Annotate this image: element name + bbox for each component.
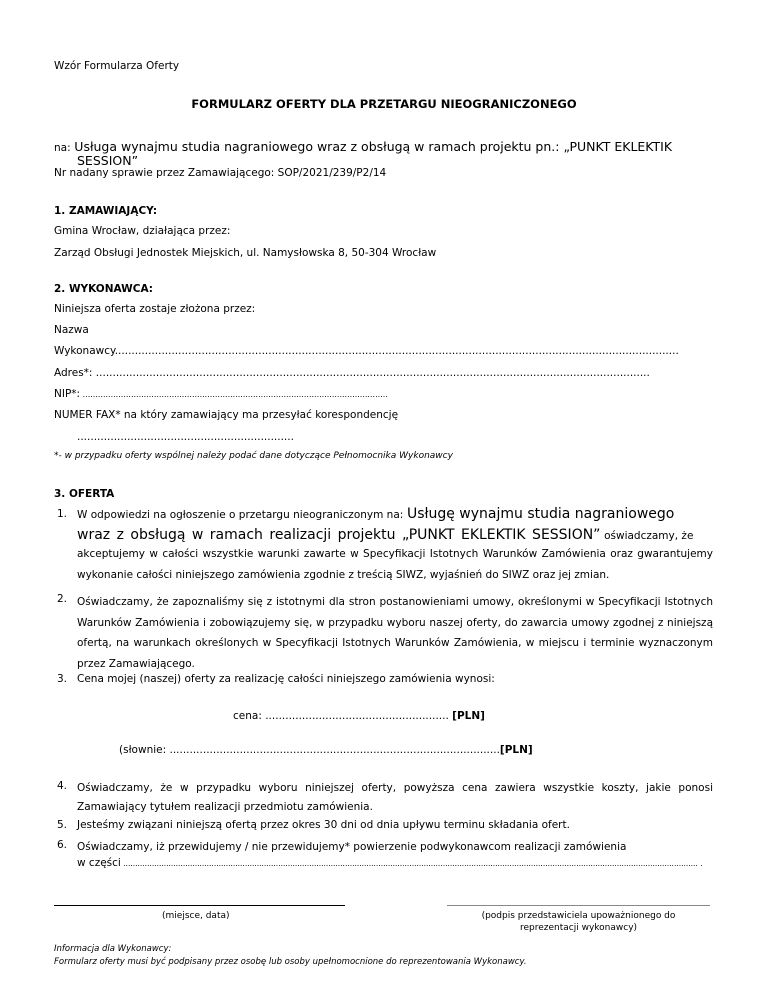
dotted-fill: ....................................................... <box>265 710 449 722</box>
case-number: Nr nadany sprawie przez Zamawiającego: SOP/2021/239/P2/14 <box>54 167 387 179</box>
item-1-declare: oświadczamy, że <box>604 530 694 542</box>
name-label: Nazwa <box>54 324 89 336</box>
item-3-body: Cena mojej (naszej) oferty za realizację całości niniejszego zamówienia wynosi: <box>77 673 495 685</box>
price-unit: [PLN] <box>452 710 485 722</box>
ordering-party-line-2: Zarząd Obsługi Jednostek Miejskich, ul. Namysłowska 8, 50-304 Wrocław <box>54 247 437 259</box>
subject-text-2: SESSION” <box>77 153 139 168</box>
dotted-fill: ........................................................................................................................ <box>80 390 388 399</box>
price-field[interactable] <box>233 710 485 722</box>
item-3-number: 3. <box>57 673 68 685</box>
item-1-subject-b: wraz z obsługą w ramach realizacji projektu „PUNKT EKLEKTIK SESSION” <box>77 527 601 543</box>
subject-text-1: Usługa wynajmu studia nagraniowego wraz z obsługą w ramach projektu pn.: „PUNKT EKLEKTIK <box>74 139 673 154</box>
section-2-heading: 2. WYKONAWCA: <box>54 283 153 295</box>
item-1-intro: W odpowiedzi na ogłoszenie o przetargu nieograniczonym na: <box>77 509 404 521</box>
nip-field[interactable] <box>54 388 388 400</box>
item-2-body: Oświadczamy, że zapoznaliśmy się z istotnymi dla stron postanowieniami umowy, określonymi w Specyfikacji Istotnych Warunków Zamówienia i zobowiązujemy się, w przypadku wyboru naszej oferty, do zawarcia umowy zgodnej z niniejszą ofertą, na warunkach określonych w Specyfikacji Istotnych Warunków Zamówienia, w miejscu i terminie wyznaczonym przez Zamawiającego. <box>77 596 713 670</box>
item-5-body: Jesteśmy związani niniejszą ofertą przez okres 30 dni od dnia upływu terminu składania ofert. <box>77 819 570 831</box>
item-6-part-label: w części <box>77 857 121 869</box>
representative-caption-2: reprezentacji wykonawcy) <box>519 923 638 933</box>
subject-line <box>54 139 672 154</box>
place-date-signature-line <box>54 905 345 906</box>
fax-label: NUMER FAX* na który zamawiający ma przesyłać korespondencję <box>54 409 399 421</box>
words-label: (słownie: <box>119 744 167 756</box>
item-1-second-line <box>77 527 713 543</box>
form-template-label: Wzór Formularza Oferty <box>54 60 180 72</box>
address-label: Adres*: <box>54 367 93 379</box>
dotted-fill: ......................................................................................................................................................................... <box>114 345 679 357</box>
nip-label: NIP*: <box>54 388 81 400</box>
item-1-number: 1. <box>57 508 68 520</box>
words-unit: [PLN] <box>499 744 533 756</box>
price-in-words-field[interactable] <box>119 744 533 756</box>
item-2-number: 2. <box>57 593 68 605</box>
item-6-body: Oświadczamy, iż przewidujemy / nie przewidujemy* powierzenie podwykonawcom realizacji zamówienia <box>77 841 627 853</box>
subject-prefix: na: <box>54 142 71 154</box>
contractor-intro: Niniejsza oferta zostaje złożona przez: <box>54 303 256 315</box>
contractor-footnote: *- w przypadku oferty wspólnej należy podać dane dotyczące Pełnomocnika Wykonawcy <box>54 451 453 461</box>
representative-caption-1: (podpis przedstawiciela upoważnionego do <box>481 911 676 921</box>
item-4-body: Oświadczamy, że w przypadku wyboru niniejszej oferty, powyższa cena zawiera wszystkie koszty, jakie ponosi Zamawiający tytułem realizacji przedmiotu zamówienia. <box>77 782 713 813</box>
subcontract-part-field[interactable] <box>77 857 713 869</box>
section-3-heading: 3. OFERTA <box>54 488 115 500</box>
item-6-number: 6. <box>57 839 68 851</box>
item-5-number: 5. <box>57 819 68 831</box>
dotted-fill: ...................................................................................................................................................................... <box>92 367 650 379</box>
price-label: cena: <box>233 710 262 722</box>
dotted-fill: ................................................................................................................................................................................................................................................. . <box>120 859 703 868</box>
address-field[interactable] <box>54 367 714 379</box>
contractor-name-field[interactable] <box>54 345 714 357</box>
item-1-subject-a: Usługę wynajmu studia nagraniowego <box>406 506 675 522</box>
item-1-first-line <box>77 506 713 522</box>
contractor-label: Wykonawcy <box>54 345 115 357</box>
fax-field[interactable]: ................................................................. <box>77 431 294 443</box>
place-date-caption: (miejsce, data) <box>162 911 230 921</box>
item-4-number: 4. <box>57 780 68 792</box>
representative-signature-line <box>447 905 710 906</box>
info-heading: Informacja dla Wykonawcy: <box>54 944 172 954</box>
ordering-party-line-1: Gmina Wrocław, działająca przez: <box>54 225 231 237</box>
dotted-fill: ................................................................................................... <box>169 744 500 756</box>
section-1-heading: 1. ZAMAWIAJĄCY: <box>54 205 158 217</box>
document-title: FORMULARZ OFERTY DLA PRZETARGU NIEOGRANICZONEGO <box>191 97 577 111</box>
info-text: Formularz oferty musi być podpisany przez osobę lub osoby upełnomocnione do reprezentowania Wykonawcy. <box>54 957 527 967</box>
item-1-body: akceptujemy w całości wszystkie warunki zawarte w Specyfikacji Istotnych Warunków Zamówienia oraz gwarantujemy wykonanie całości niniejszego zamówienia zgodnie z treścią SIWZ, wyjaśnień do SIWZ oraz jej zmian. <box>77 548 713 581</box>
